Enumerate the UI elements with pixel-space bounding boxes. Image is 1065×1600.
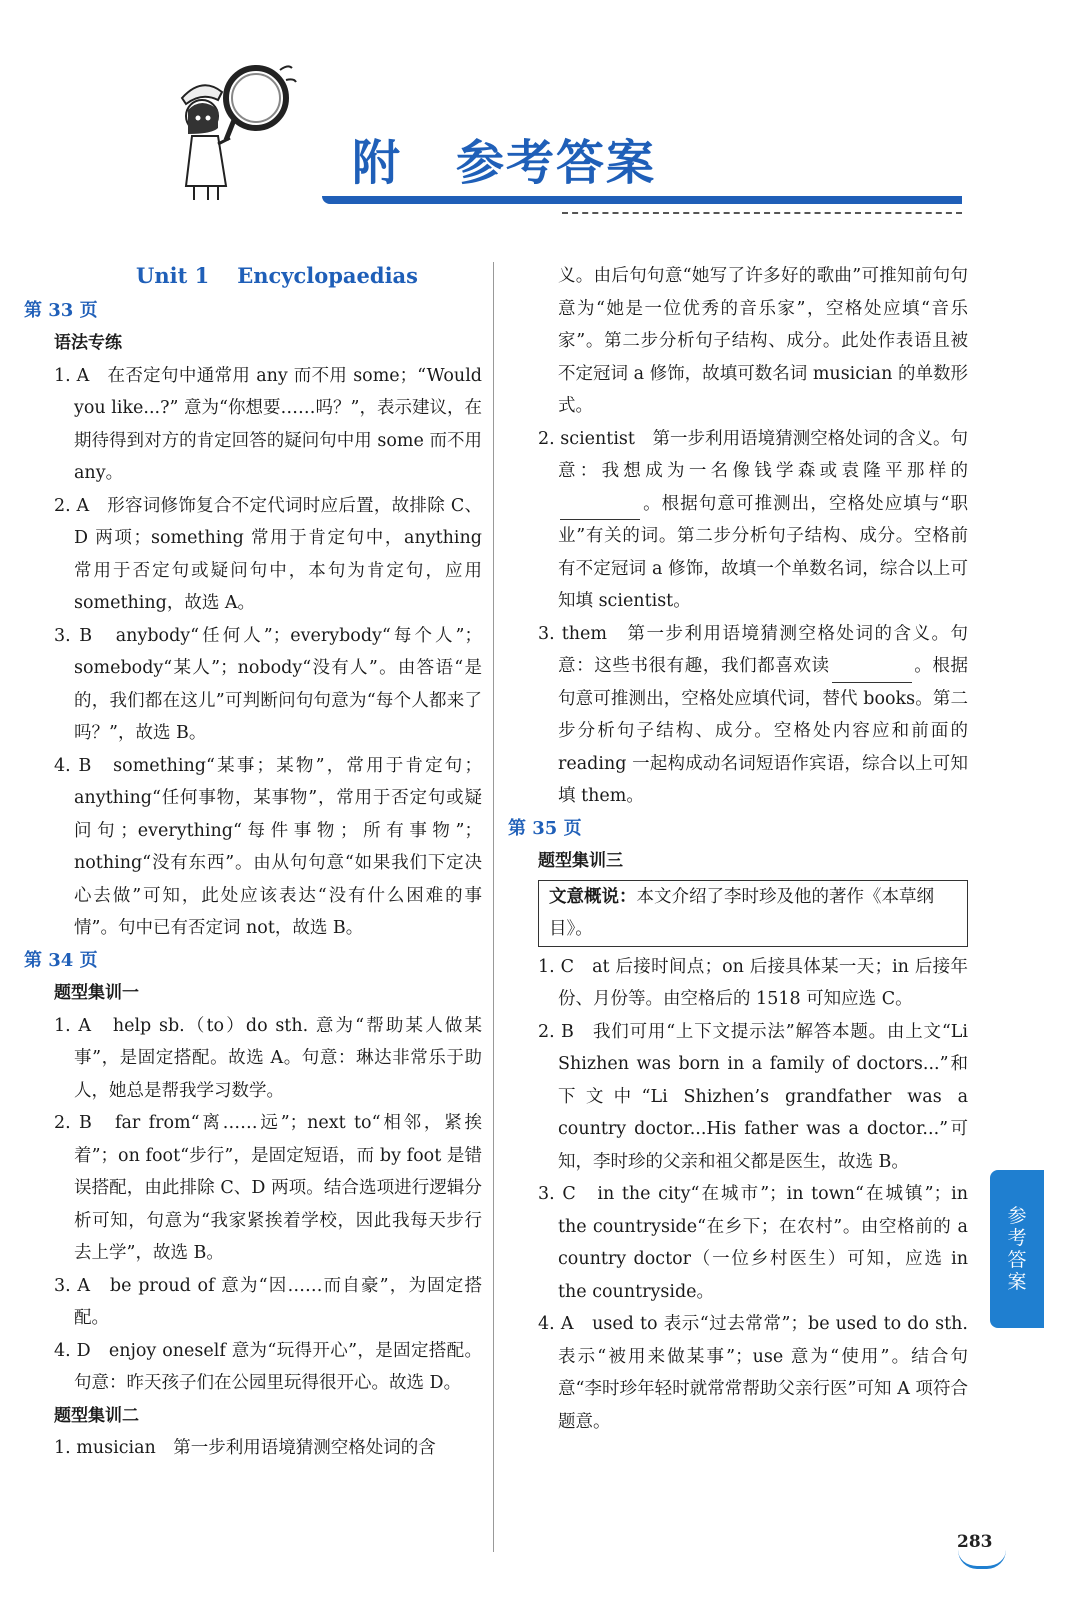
answer-item: 2. A 形容词修饰复合不定代词时应后置，故排除 C、D 两项；something 常用于肯定句中，anything 常用于否定句或疑问句中，本句为肯定句，应用 something，故选 A。 — [54, 495, 482, 613]
title-left: 附 — [352, 135, 403, 191]
right-column — [508, 260, 968, 1438]
answer-item: 4. D enjoy oneself 意为“玩得开心”，是固定搭配。句意：昨天孩子们在公园里玩得很开心。故选 D。 — [54, 1340, 482, 1393]
side-tab — [990, 1170, 1044, 1328]
answer-item: 1. C at 后接时间点；on 后接具体某一天；in 后接年份、月份等。由空格后的 1518 可知应选 C。 — [538, 956, 968, 1009]
answer-item: 3. A be proud of 意为“因……而自豪”，为固定搭配。 — [54, 1275, 482, 1328]
title-right: 参考答案 — [456, 135, 657, 191]
section-grammar: 语法专练 — [54, 333, 122, 353]
answer-item: 2. B 我们可用“上下文提示法”解答本题。由上文“Li Shizhen was born in a family of doctors...”和下文中“Li Shizhen’s grandfather was a country doctor...His father was a doctor...”可知，李时珍的父亲和祖父都是医生，故选 B。 — [538, 1021, 968, 1172]
answer-item: 3. C in the city“在城市”；in town“在城镇”；in the countryside“在乡下；在农村”。由空格前的 a country doctor（一位乡村医生）可知，应选 in the countryside。 — [538, 1184, 968, 1302]
page-number: 283 — [957, 1532, 993, 1552]
title-underline — [322, 196, 962, 204]
answer-item — [508, 618, 968, 813]
girl-with-magnifying-glass-icon — [168, 58, 308, 208]
unit-name: Encyclopaedias — [237, 263, 418, 288]
answer-item: 2. B far from“离……远”；next to“相邻，紧挨着”；on foot“步行”，是固定短语，而 by foot 是错误搭配，由此排除 C、D 两项。结合选项进行逻辑分析可知，句意为“我家紧挨着学校，因此我每天步行去上学”，故选 B。 — [54, 1113, 482, 1263]
answer-item: 3. B anybody“任何人”；everybody“每个人”；somebody“某人”；nobody“没有人”。由答语“是的，我们都在这儿”可判断问句句意为“每个人都来了吗？”，故选 B。 — [54, 625, 482, 743]
answer-blank — [560, 499, 640, 520]
section-set-1: 题型集训一 — [54, 983, 139, 1003]
answer-item: 1. A help sb.（to）do sth. 意为“帮助某人做某事”，是固定搭配。故选 A。句意：琳达非常乐于助人，她总是帮我学习数学。 — [54, 1015, 482, 1101]
answer-item: 1. musician 第一步利用语境猜测空格处词的含 — [54, 1438, 436, 1458]
answer-blank — [832, 662, 912, 683]
page-title — [352, 124, 656, 193]
side-tab-label: 参考答案 — [1007, 1205, 1027, 1293]
section-set-2: 题型集训二 — [54, 1405, 139, 1426]
section-set-3: 题型集训三 — [538, 851, 623, 871]
answer-text: 3. them 第一步利用语境猜测空格处词的含义。句意：这些书很有趣，我们都喜欢读 — [538, 623, 968, 676]
answer-continuation: 义。由后句句意“她写了许多好的歌曲”可推知前句句意为“她是一位优秀的音乐家”，空格处应填“音乐家”。第二步分析句子结构、成分。此处作表语且被不定冠词 a 修饰，故填可数名词 musician 的单数形式。 — [558, 266, 968, 416]
page-number-decoration — [958, 1550, 1006, 1569]
answer-text: 。根据句意可推测出，空格处应填代词，替代 books。第二步分析句子结构、成分。空格处内容应和前面的 reading 一起构成动名词短语作宾语，综合以上可知填 them。 — [558, 656, 969, 806]
answer-item: 1. A 在否定句中通常用 any 而不用 some；“Would you like...?” 意为“你想要……吗？”，表示建议，在期待得到对方的肯定回答的疑问句中用 some 而不用 any。 — [54, 365, 482, 483]
answer-item: 4. A used to 表示“过去常常”；be used to do sth. 表示“被用来做某事”；use 意为“使用”。结合句意“李时珍年轻时就常常帮助父亲行医”可知 A 项符合题意。 — [538, 1314, 968, 1432]
page-ref-34: 第 34 页 — [24, 949, 98, 971]
answer-text: 2. scientist 第一步利用语境猜测空格处词的含义。句意：我想成为一名像钱学森或袁隆平那样的 — [538, 428, 968, 481]
answer-item: 4. B something“某事；某物”，常用于肯定句；anything“任何事物，某事物”，常用于否定句或疑问句；everything“每件事物；所有事物”；nothing“没有东西”。由从句句意“如果我们下定决心去做”可知，此处应该表达“没有什么困难的事情”。句中已有否定词 not，故选 B。 — [54, 755, 482, 938]
summary-box — [538, 880, 968, 947]
column-divider — [493, 262, 494, 1552]
unit-number: Unit 1 — [136, 263, 210, 288]
unit-heading — [24, 260, 482, 293]
page-ref-33: 第 33 页 — [24, 299, 98, 321]
left-column — [24, 260, 482, 1465]
answer-text: 。根据句意可推测出，空格处应填与“职业”有关的词。第二步分析句子结构、成分。空格前有不定冠词 a 修饰，故填一个单数名词，综合以上可知填 scientist。 — [558, 493, 968, 611]
page-ref-35: 第 35 页 — [508, 817, 582, 839]
summary-text: 本文介绍了李时珍及他的著作《本草纲目》。 — [549, 886, 934, 939]
page-header — [0, 0, 1065, 240]
title-dashed-line — [562, 212, 962, 214]
answer-item — [508, 423, 968, 618]
summary-label: 文意概说： — [549, 886, 637, 907]
